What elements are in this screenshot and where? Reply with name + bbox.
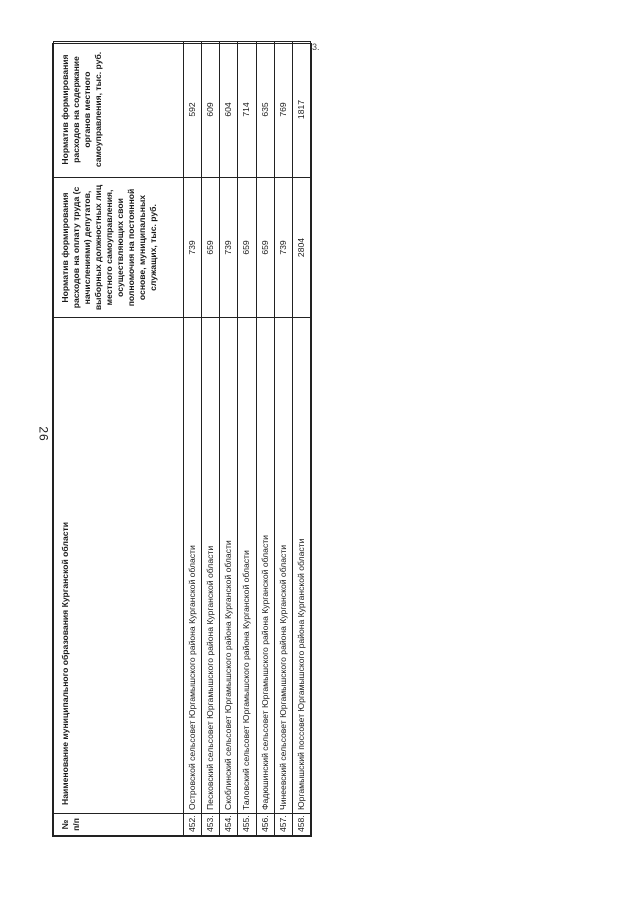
maintenance-norm-value: 635	[256, 42, 274, 178]
maintenance-norm-value: 714	[238, 42, 256, 178]
municipality-name: Фадюшинский сельсовет Юргамышского района Курганской области	[256, 318, 274, 814]
municipality-name: Юргамышский поссовет Юргамышского района Курганской области	[292, 318, 310, 814]
table-row	[292, 42, 310, 836]
municipality-name: Чинеевский сельсовет Юргамышского района Курганской области	[274, 318, 292, 814]
row-number: 458.	[292, 814, 310, 836]
row-number: 453.	[202, 814, 220, 836]
header-num: № п/п	[54, 814, 184, 836]
row-number: 455.	[238, 814, 256, 836]
normative-table	[52, 43, 312, 837]
salary-norm-value: 739	[274, 178, 292, 318]
table-header-row	[54, 42, 184, 836]
salary-norm-value: 739	[220, 178, 238, 318]
row-number: 457.	[274, 814, 292, 836]
header-salary-norm: Норматив формирования расходов на оплату труда (с начислениями) депутатов, выборных должностных лиц местного самоуправления, осуществляющих свои полномочия на постоянной основе, муниципальных служащих, тыс. руб.	[54, 178, 184, 318]
header-maintenance-norm: Норматив формирования расходов на содержание органов местного самоуправления, тыс. руб.	[54, 42, 184, 178]
table-row	[238, 42, 256, 836]
rotated-table-frame	[52, 43, 312, 837]
row-number: 456.	[256, 814, 274, 836]
table-row	[274, 42, 292, 836]
municipality-name: Скоблинский сельсовет Юргамышского района Курганской области	[220, 318, 238, 814]
salary-norm-value: 659	[256, 178, 274, 318]
corner-mark: 3.	[312, 42, 320, 52]
table-row	[184, 42, 202, 836]
maintenance-norm-value: 592	[184, 42, 202, 178]
table-row	[220, 42, 238, 836]
salary-norm-value: 659	[238, 178, 256, 318]
table-row	[256, 42, 274, 836]
header-municipality: Наименование муниципального образования Курганской области	[54, 318, 184, 814]
page-number: 26	[36, 426, 51, 442]
salary-norm-value: 739	[184, 178, 202, 318]
table-row	[202, 42, 220, 836]
municipality-name: Таловский сельсовет Юргамышского района Курганской области	[238, 318, 256, 814]
municipality-name: Островской сельсовет Юргамышского района Курганской области	[184, 318, 202, 814]
maintenance-norm-value: 769	[274, 42, 292, 178]
row-number: 454.	[220, 814, 238, 836]
salary-norm-value: 2804	[292, 178, 310, 318]
salary-norm-value: 659	[202, 178, 220, 318]
maintenance-norm-value: 604	[220, 42, 238, 178]
maintenance-norm-value: 609	[202, 42, 220, 178]
maintenance-norm-value: 1817	[292, 42, 310, 178]
row-number: 452.	[184, 814, 202, 836]
municipality-name: Песковский сельсовет Юргамышского района Курганской области	[202, 318, 220, 814]
